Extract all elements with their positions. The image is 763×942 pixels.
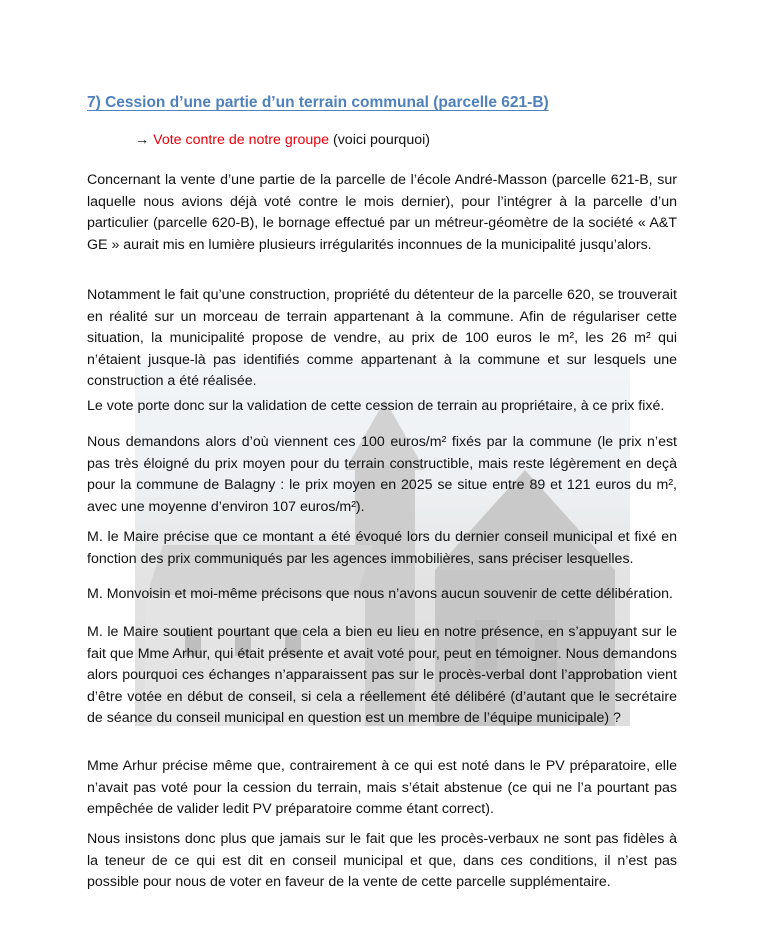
paragraph: M. le Maire soutient pourtant que cela a bien eu lieu en notre présence, en s’appuyant sur le fait que Mme Arhur, qui était présente et avait voté pour, peut en témoigner. Nous demandons alors pourquoi ces échanges n’apparaissent pas sur le procès-verbal dont l’approbation vient d’être votée en début de conseil, si cela a réellement été délibéré (d’autant que le secrétaire de séance du conseil municipal en question est un membre de l’équipe municipale) ? <box>87 624 677 727</box>
paragraph: Mme Arhur précise même que, contrairement à ce qui est noté dans le PV préparatoire, elle n’avait pas voté pour la cession du terrain, mais s’était abstenue (ce qui ne l’a pourtant pas empêchée de valider ledit PV préparatoire comme étant correct). <box>87 758 677 818</box>
vote-highlight: Vote contre de notre groupe <box>153 132 330 148</box>
paragraph: Le vote porte donc sur la validation de cette cession de terrain au propriétaire, à ce prix fixé. <box>87 398 665 414</box>
paragraph: Nous insistons donc plus que jamais sur le fait que les procès-verbaux ne sont pas fidèles à la teneur de ce qui est dit en conseil municipal et que, dans ces conditions, il n’est pas possible pour nous de voter en faveur de la vente de cette parcelle supplémentaire. <box>87 831 677 891</box>
paragraph: M. le Maire précise que ce montant a été évoqué lors du dernier conseil municipal et fixé en fonction des prix communiqués par les agences immobilières, sans préciser lesquelles. <box>87 529 677 567</box>
paragraph: Notamment le fait qu’une construction, propriété du détenteur de la parcelle 620, se trouverait en réalité sur un morceau de terrain appartenant à la commune. Afin de régulariser cette situation, la municipalité propose de vendre, au prix de 100 euros le m², les 26 m² qui n’étaient jusque-là pas identifiés comme appartenant à la commune et sur lesquels une construction a été réalisée. <box>87 287 677 390</box>
paragraph: M. Monvoisin et moi-même précisons que nous n’avons aucun souvenir de cette délibération. <box>87 586 673 602</box>
paragraph: Nous demandons alors d’où viennent ces 100 euros/m² fixés par la commune (le prix n’est pas très éloigné du prix moyen pour du terrain constructible, mais reste légèrement en deçà pour la commune de Balagny : le prix moyen en 2025 se situe entre 89 et 121 euros du m², avec une moyenne d’environ 107 euros/m²). <box>87 434 677 515</box>
arrow-right-icon: → <box>135 132 150 148</box>
paragraph: Concernant la vente d’une partie de la parcelle de l’école André-Masson (parcelle 621-B, sur laquelle nous avions déjà voté contre le mois dernier), pour l’intégrer à la parcelle d’un particulier (parcelle 620-B), le bornage effectué par un métreur-géomètre de la société « A&T GE » aurait mis en lumière plusieurs irrégularités inconnues de la municipalité jusqu’alors. <box>87 172 677 253</box>
vote-note: (voici pourquoi) <box>329 132 430 148</box>
vote-summary <box>135 130 430 152</box>
section-heading: 7) Cession d’une partie d’un terrain communal (parcelle 621-B) <box>87 94 549 111</box>
